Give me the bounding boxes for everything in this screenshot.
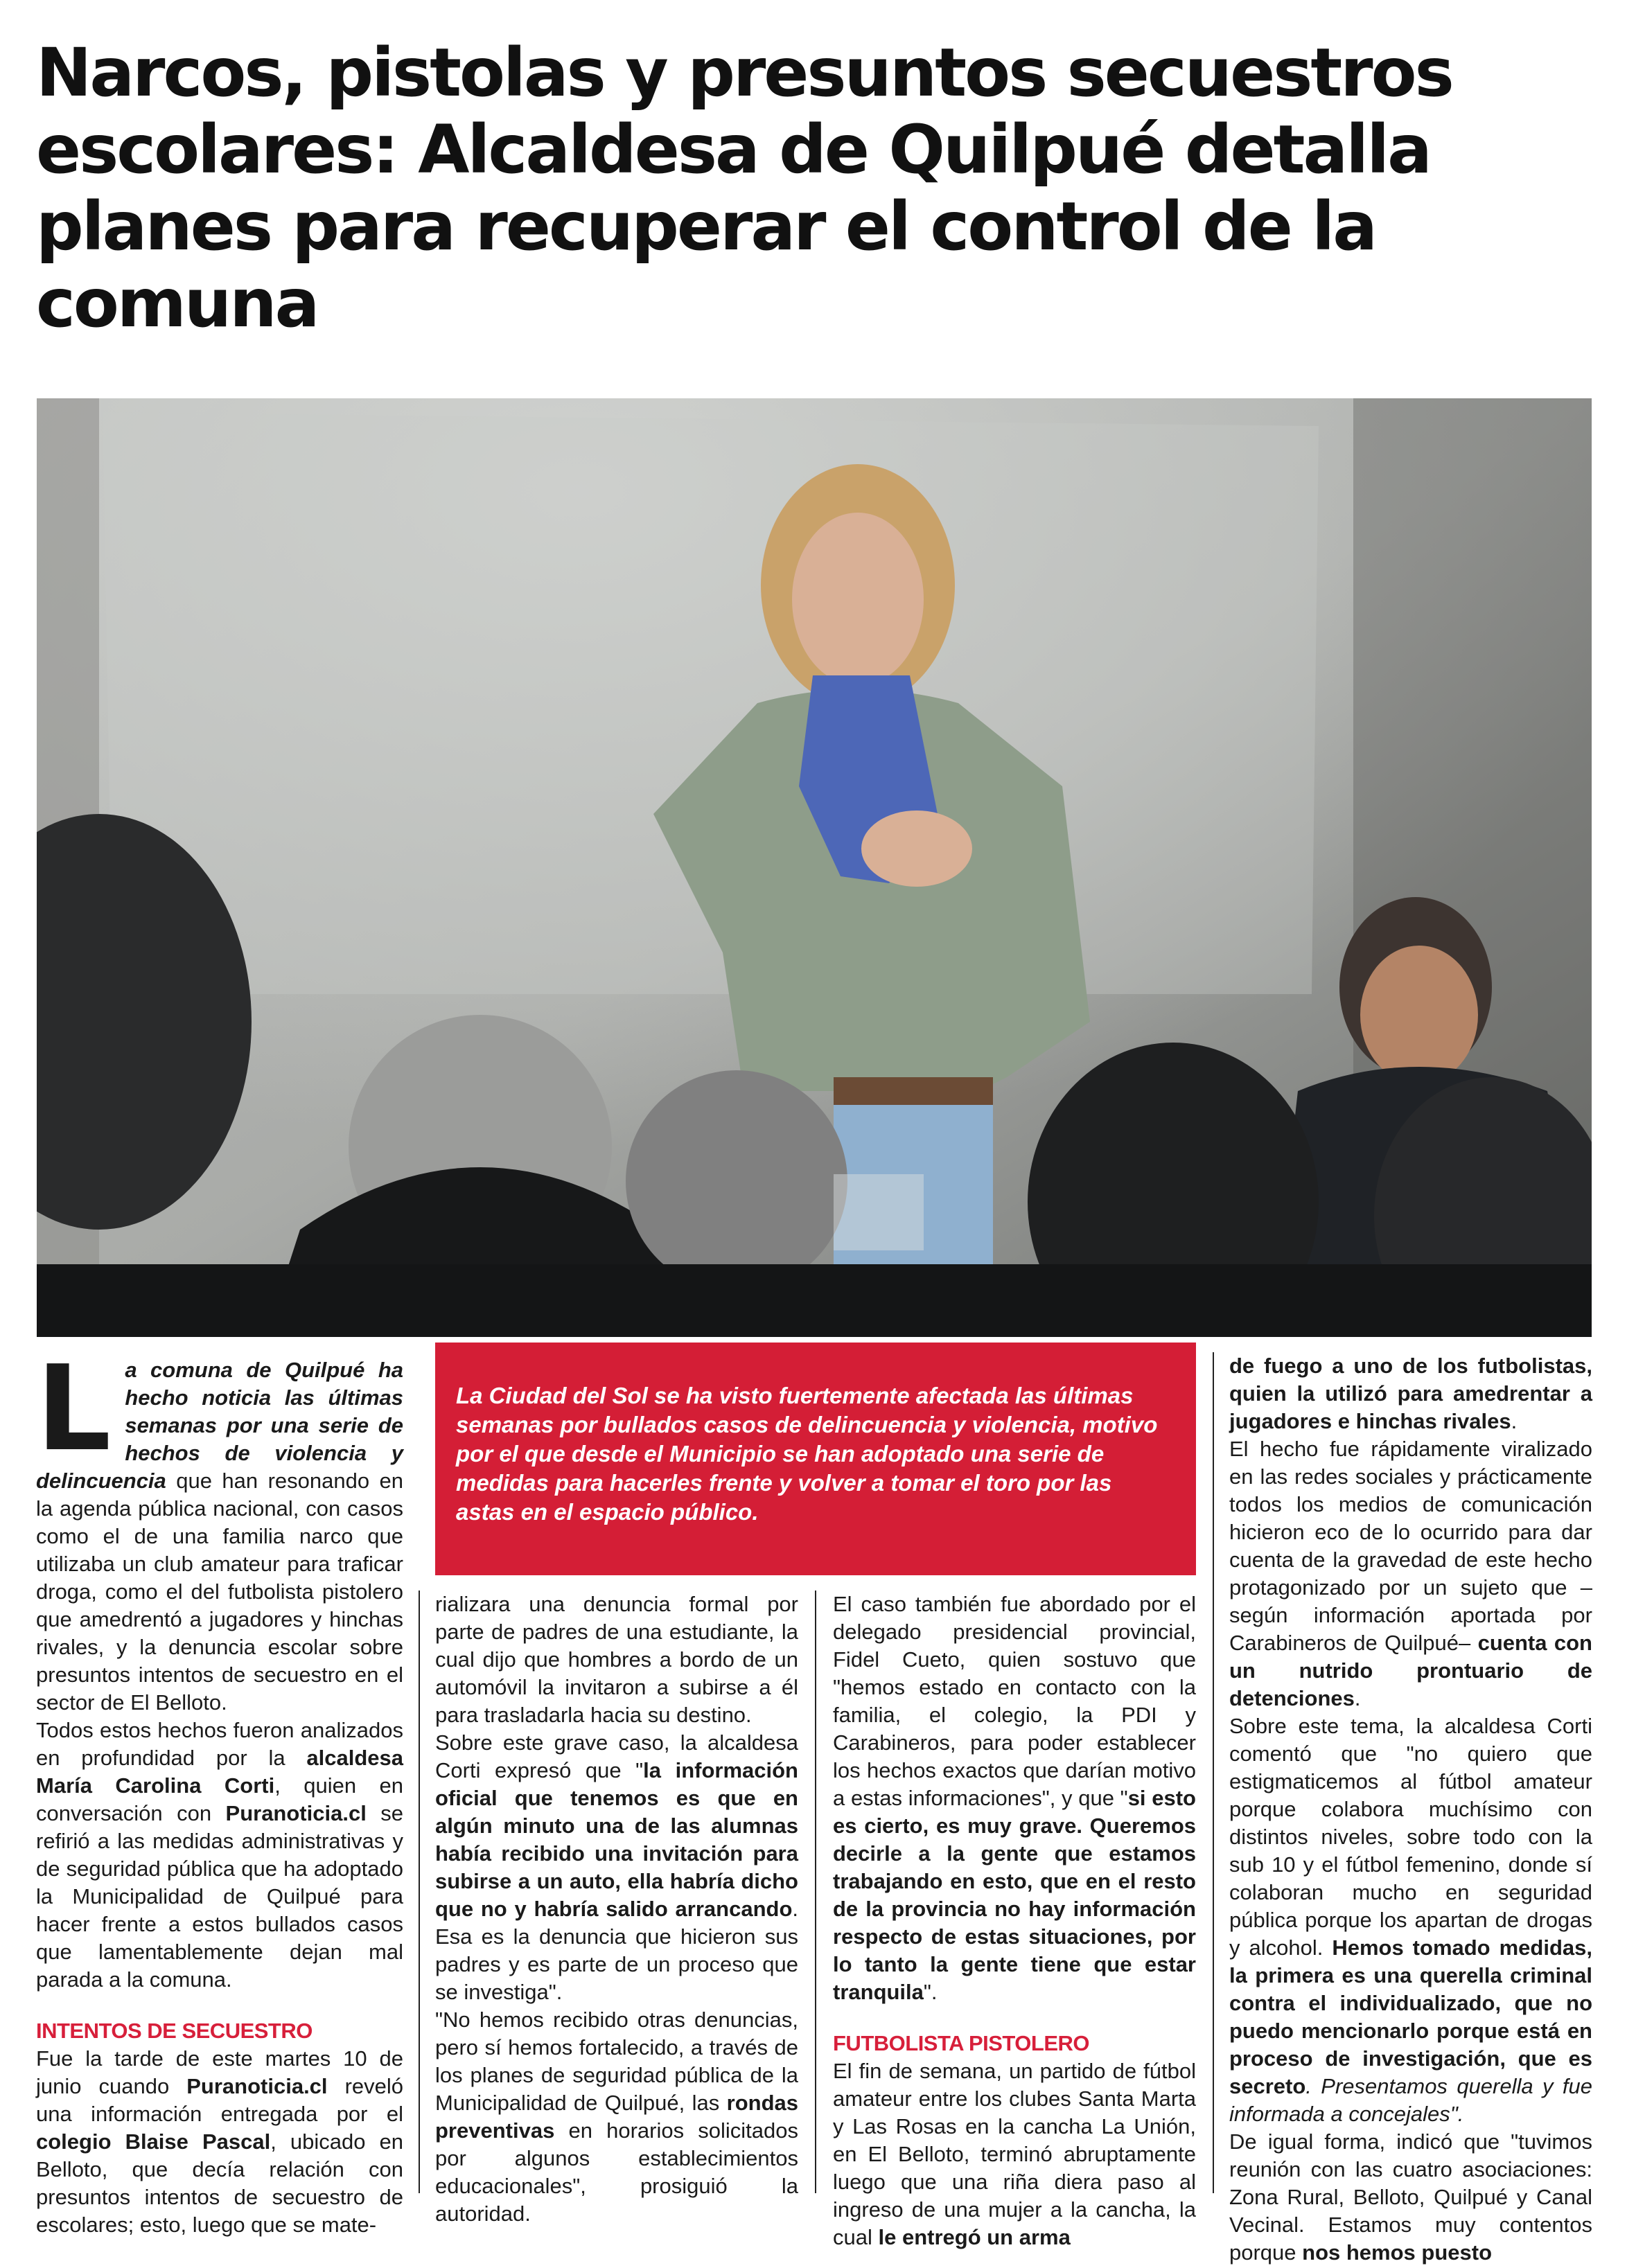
paragraph: Sobre este grave caso, la alcaldesa Corti expresó que "la información oficial que tenemos es que en algún minuto una de las alumnas había recibido una invitación para subirse a un auto, ella habría dicho que no y habría salido arrancando. Esa es la denuncia que hicieron sus padres y es parte de un proceso que se investiga". [435,1730,798,2004]
column-divider [815,1591,816,2193]
paragraph: Fue la tarde de este martes 10 de junio cuando Puranoticia.cl reveló una información entregada por el colegio Blaise Pascal, ubicado en Belloto, que decía relación con presuntos intentos de secuestro de escolares; esto, luego que se mate- [36,2046,403,2237]
paragraph: rializara una denuncia formal por parte de padres de una estudiante, la cual dijo que hombres a bordo de un automóvil la invitaron a subirse a él para trasladarla hacia su destino. [435,1592,798,1727]
article-column-4 [1229,1352,1592,2267]
article-headline: Narcos, pistolas y presuntos secuestros escolares: Alcaldesa de Quilpué detalla planes para recuperar el control de la comuna [36,34,1452,342]
callout-text: La Ciudad del Sol se ha visto fuertemente afectada las últimas semanas por bullados casos de delincuencia y violencia, motivo por el que desde el Municipio se han adoptado una serie de medidas para hacerles frente y volver a tomar el toro por las astas en el espacio público. [456,1383,1158,1525]
paragraph: "No hemos recibido otras denuncias, pero sí hemos fortalecido, a través de los planes de seguridad pública de la Municipalidad de Quilpué, las rondas preventivas en horarios solicitados por algunos establecimientos educacionales", prosiguió la autoridad. [435,2008,798,2226]
article-photo [37,398,1592,1337]
drop-cap: L [36,1340,112,1478]
paragraph: El hecho fue rápidamente viralizado en las redes sociales y prácticamente todos los medios de comunicación hicieron eco de lo ocurrido para dar cuenta de la gravedad de este hecho protagonizado por un sujeto que –según información aportada por Carabineros de Quilpué– cuenta con un nutrido prontuario de detenciones. [1229,1437,1592,1710]
article-column-2 [435,1591,798,2228]
callout-box [435,1343,1196,1575]
article-column-3 [833,1591,1196,2251]
paragraph: De igual forma, indicó que "tuvimos reunión con las cuatro asociaciones: Zona Rural, Belloto, Quilpué y Canal Vecinal. Estamos muy contentos porque nos hemos puesto [1229,2129,1592,2265]
column-divider [1213,1352,1214,2193]
column-divider [419,1591,420,2193]
paragraph: El caso también fue abordado por el delegado presidencial provincial, Fidel Cueto, quien sostuvo que "hemos estado en contacto con la familia, el colegio, la PDI y Carabineros, para poder establecer los hechos exactos que darían motivo a estas informaciones", y que "si esto es cierto, es muy grave. Queremos decirle a la gente que estamos trabajando en esto, que en el resto de la provincia no hay información respecto de estas situaciones, por lo tanto la gente tiene que estar tranquila". [833,1592,1196,2004]
paragraph: de fuego a uno de los futbolistas, quien la utilizó para amedrentar a jugadores e hinchas rivales. [1229,1354,1592,1433]
subheading-secuestro: INTENTOS DE SECUESTRO [36,2019,313,2043]
article-column-1 [36,1340,404,2239]
subheading-futbolista: FUTBOLISTA PISTOLERO [833,2031,1090,2055]
paragraph: Todos estos hechos fueron analizados en profundidad por la alcaldesa María Carolina Corti, quien en conversación con Puranoticia.cl se refirió a las medidas administrativas y de seguridad pública que ha adoptado la Municipalidad de Quilpué para hacer frente a estos bullados casos que lamentablemente dejan mal parada a la comuna. [36,1718,404,1992]
lead-paragraph: La comuna de Quilpué ha hecho noticia las últimas semanas por una serie de hechos de violencia y delincuencia que han resonando en la agenda pública nacional, con casos como el de una familia narco que utilizaba un club amateur para traficar droga, como el del futbolista pistolero que amedrentó a jugadores y hinchas rivales, y la denuncia escolar sobre presuntos intentos de secuestro en el sector de El Belloto. [36,1340,403,1715]
paragraph: El fin de semana, un partido de fútbol amateur entre los clubes Santa Marta y Las Rosas en la cancha La Unión, en El Belloto, terminó abruptamente luego que una riña diera paso al ingreso de una mujer a la cancha, la cual le entregó un arma [833,2059,1196,2249]
photo-illustration [37,398,1592,1337]
paragraph: Sobre este tema, la alcaldesa Corti comentó que "no quiero que estigmaticemos al fútbol amateur porque colabora muchísimo con distintos niveles, sobre todo con la sub 10 y el fútbol femenino, donde sí colaboran mucho en seguridad pública porque los apartan de drogas y alcohol. Hemos tomado medidas, la primera es una querella criminal contra el individualizado, que no puedo mencionarlo porque está en proceso de investigación, que es secreto. Presentamos querella y fue informada a concejales". [1229,1714,1592,2126]
